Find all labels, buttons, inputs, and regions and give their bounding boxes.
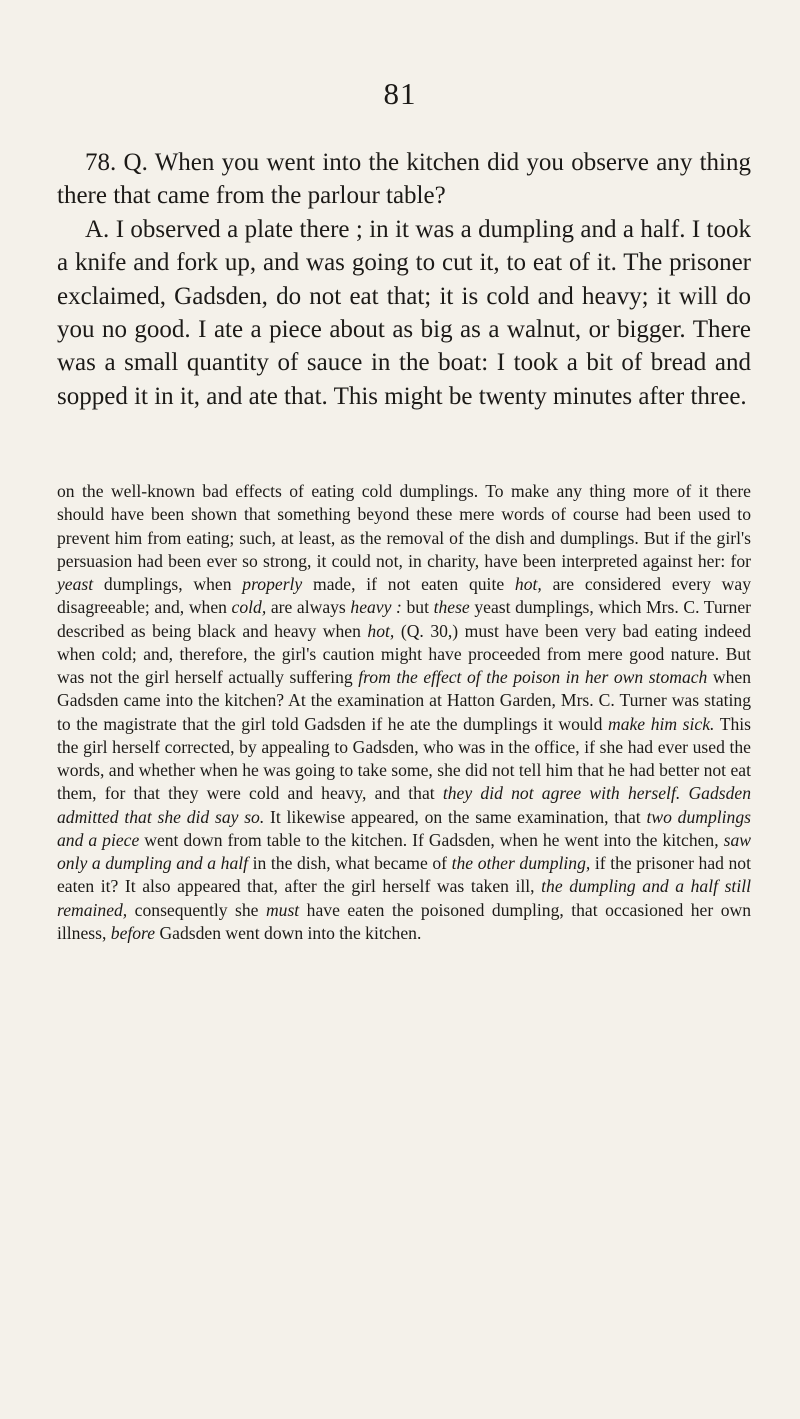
commentary-emphasis: must xyxy=(265,899,300,920)
answer-label: A. xyxy=(85,215,110,243)
commentary-text: yeast dumplings, which Mrs. C. Turner described as being black and heavy when xyxy=(57,597,752,641)
commentary-paragraph xyxy=(57,480,751,945)
commentary-text: went down from table to the kitchen. If Gadsden, when he went into the kitchen, xyxy=(139,829,724,850)
answer-text: I observed a plate there ; in it was a dumpling and a half. I took a knife and fork up, and was going to cut it, to eat of it. The prisoner exclaimed, Gadsden, do not eat that; it is cold and heavy; it will do you no good. I ate a piece about as big as a walnut, or bigger. There was a small quantity of sauce in the boat: I took a bit of bread and sopped it in it, and ate that. This might be twenty minutes after three. xyxy=(57,215,751,410)
commentary-emphasis: make him sick. xyxy=(607,713,715,734)
commentary-emphasis: from the effect of the poison in her own stomach xyxy=(358,667,708,687)
commentary-text: made, if not eaten quite xyxy=(302,574,515,594)
commentary-text: This the girl herself corrected, by appealing to Gadsden, who was in the office, if she had ever used the words, and whether when he was going to take some, she did not tell him that he had better not eat them, for that they were cold and heavy, and that xyxy=(57,713,751,804)
page-number: 81 xyxy=(383,76,417,111)
commentary-emphasis: hot, xyxy=(367,620,395,641)
commentary-text: if the prisoner had not eaten it? It also appeared that, after the girl herself was taken ill, xyxy=(57,853,751,897)
commentary-text: but xyxy=(401,597,434,618)
answer-paragraph xyxy=(57,213,751,413)
commentary-emphasis: the dumpling and a half still remained, xyxy=(57,876,751,920)
question-text: When you went into the kitchen did you observe any thing there that came from the parlour table? xyxy=(57,149,751,210)
commentary-emphasis: two dumplings and a piece xyxy=(57,806,751,850)
commentary-emphasis: the other dumpling, xyxy=(451,853,591,873)
commentary-emphasis: they did not agree with herself. Gadsden admitted that she did say so. xyxy=(57,783,751,827)
question-label: 78. Q. xyxy=(85,149,148,176)
commentary-text: (Q. 30,) must have been very bad eating indeed when cold; and, therefore, the girl's caution might have proceeded from mere good nature. But was not the girl herself actually suffering xyxy=(57,620,751,687)
commentary-text: when Gadsden came into the kitchen? At the examination at Hatton Garden, Mrs. C. Turner was stating to the magistrate that the girl told Gadsden if he ate the dumplings it would xyxy=(57,667,751,734)
commentary-emphasis: properly xyxy=(242,574,303,594)
commentary-text: on the well-known bad effects of eating cold dumplings. To make any thing more of it there should have been shown that something beyond these mere words of course had been used to prevent him from eating; such, at least, as the removal of the dish and dumplings. But if the girl's persuasion had been ever so strong, it could not, in charity, have been interpreted against her: for xyxy=(57,481,751,571)
commentary-emphasis: these xyxy=(433,597,470,618)
commentary xyxy=(57,480,751,945)
commentary-text: are always xyxy=(266,597,351,618)
question-paragraph xyxy=(57,146,751,213)
testimony xyxy=(57,146,751,413)
commentary-text: It likewise appeared, on the same examination, that xyxy=(264,806,647,827)
commentary-text: dumplings, when xyxy=(93,574,243,594)
commentary-emphasis: cold, xyxy=(231,597,267,618)
commentary-text: have eaten the poisoned dumpling, that occasioned her own illness, xyxy=(57,899,751,943)
commentary-text: consequently she xyxy=(127,899,266,920)
commentary-emphasis: saw only a dumpling and a half xyxy=(57,829,751,873)
commentary-text: are considered every way disagreeable; and, when xyxy=(57,574,751,618)
commentary-emphasis: heavy : xyxy=(350,597,402,618)
commentary-emphasis: before xyxy=(110,922,156,943)
commentary-text: Gadsden went down into the kitchen. xyxy=(155,922,422,943)
commentary-text: in the dish, what became of xyxy=(248,853,452,873)
commentary-emphasis: yeast xyxy=(57,574,94,594)
commentary-emphasis: hot, xyxy=(514,574,542,594)
